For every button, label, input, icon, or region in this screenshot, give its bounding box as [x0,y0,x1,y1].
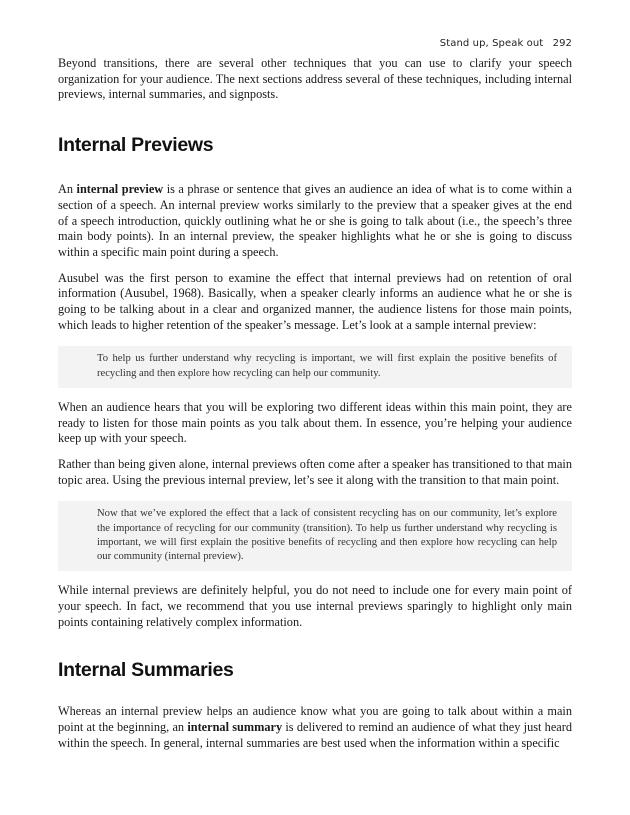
paragraph-after-transition: Rather than being given alone, internal previews often come after a speaker has transitioned to that main topic area. Using the previous internal preview, let’s see it along with the transition to that main point. [58,456,572,487]
running-title: Stand up, Speak out [439,38,544,49]
page-number: 292 [552,38,572,49]
example-box-transition-preview: Now that we’ve explored the effect that a lack of consistent recycling has on our community, let’s explore the importance of recycling for our community (transition). To help us further understand why recycling is important, we will first explain the positive benefits of recycling and then explore how recycling can help our community (internal preview). [58,501,572,571]
section-heading-internal-summaries: Internal Summaries [58,659,234,682]
example-box-internal-preview: To help us further understand why recycling is important, we will first explain the positive benefits of recycling and then explore how recycling can help our community. [58,346,572,387]
term-internal-summary: internal summary [187,719,283,734]
section-heading-internal-previews: Internal Previews [58,134,214,157]
paragraph-audience-hears: When an audience hears that you will be exploring two different ideas within this main point, they are ready to listen for those main points as you talk about them. In essence, you’re helping your audience keep up with your speech. [58,399,572,446]
page-body [58,56,572,751]
paragraph-use-sparingly: While internal previews are definitely helpful, you do not need to include one for every main point of your speech. In fact, we recommend that you use internal previews sparingly to highlight only main points containing relatively complex information. [58,583,572,629]
term-internal-preview: internal preview [76,182,164,197]
running-header [440,38,572,49]
paragraph-ausubel: Ausubel was the first person to examine the effect that internal previews had on retention of oral information (Ausubel, 1968). Basically, when a speaker clearly informs an audience what he or she is going to be talking about in a clear and organized manner, the audience listens for those main points, which leads to higher retention of the speaker’s message. Let’s look at a sample internal preview: [58,270,572,332]
paragraph-internal-preview-definition: An internal preview is a phrase or sentence that gives an audience an idea of what is to come within a section of a speech. An internal preview works similarly to the preview that a speaker gives at the end of a speech introduction, quickly outlining what he or she is going to talk about (i.e., the speech’s three main body points). In an internal preview, the speaker highlights what he or she is going to discuss within a specific main point during a speech. [58,182,572,259]
intro-paragraph: Beyond transitions, there are several other techniques that you can use to clarify your speech organization for your audience. The next sections address several of these techniques, including internal previews, internal summaries, and signposts. [58,56,572,102]
paragraph-internal-summary-definition: Whereas an internal preview helps an audience know what you are going to talk about within a main point at the beginning, an internal summary is delivered to remind an audience of what they just heard within the speech. In general, internal summaries are best used when the information within a specific [58,704,572,750]
